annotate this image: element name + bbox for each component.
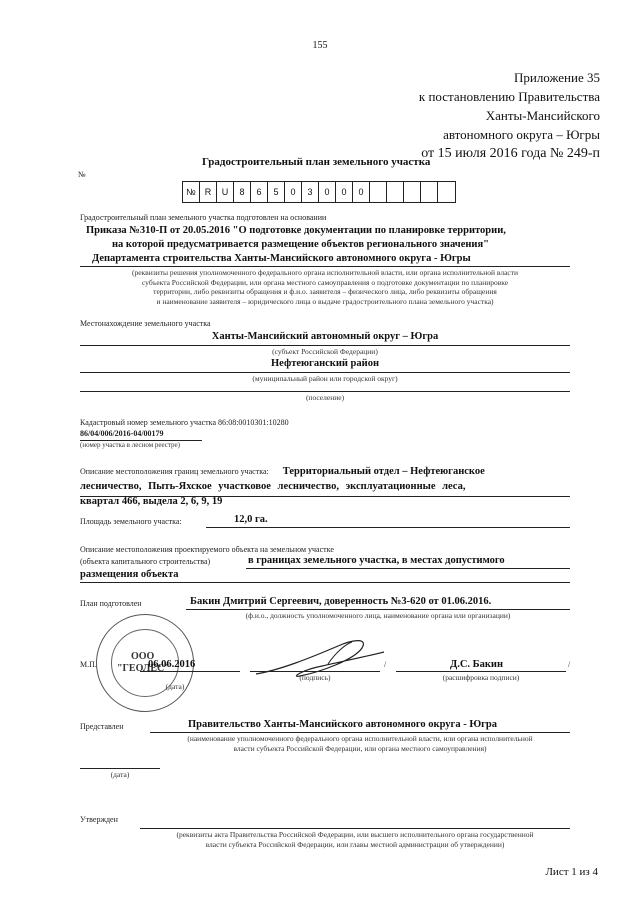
object-label-line2: (объекта капитального строительства)	[80, 557, 211, 566]
cadastral-caption: (номер участка в лесном реестре)	[80, 441, 180, 449]
district-caption: (муниципальный район или городской округ)	[252, 374, 398, 383]
location-subject: Ханты-Мансийский автономный округ – Югра	[211, 331, 439, 342]
object-label-line1: Описание местоположения проектируемого объекта на земельном участке	[80, 545, 334, 554]
boundary-label: Описание местоположения границ земельного участка:	[80, 467, 269, 476]
prepared-date: 06.06.2016	[148, 659, 196, 670]
appendix-line4: автономного округа – Югры	[443, 127, 600, 142]
seal-name: "ГЕОЛЕС"	[117, 663, 170, 674]
boundary-text-line1: Территориальный отдел – Нефтеюганское	[282, 466, 485, 477]
description-underline	[80, 496, 570, 497]
presented-date-underline	[80, 768, 160, 769]
subject-underline	[80, 345, 570, 346]
signature-caption: (подпись)	[299, 673, 331, 682]
plan-number-cell: №	[183, 182, 200, 202]
prepared-date-caption: (дата)	[165, 682, 185, 691]
presented-caption	[150, 734, 570, 754]
object-underline2	[80, 582, 570, 583]
signer-name: Д.С. Бакин	[450, 659, 504, 670]
plan-number-cell: R	[200, 182, 217, 202]
plan-number-cell: 0	[336, 182, 353, 202]
plan-number-cell: 5	[268, 182, 285, 202]
presented-value: Правительство Ханты-Мансийского автономного округа - Югра	[188, 719, 497, 730]
mp-label: М.П.	[80, 660, 97, 669]
approved-underline	[140, 828, 570, 829]
approved-label: Утвержден	[80, 815, 118, 824]
subject-caption: (субъект Российской Федерации)	[272, 347, 378, 356]
sheet-number: Лист 1 из 4	[545, 866, 598, 878]
presented-label: Представлен	[80, 722, 124, 731]
area-value: 12,0 га.	[234, 514, 268, 525]
basis-caption-line1: (реквизиты решения уполномоченного федерального органа исполнительной власти, или органа исполнительной власти	[131, 268, 519, 277]
approved-caption	[140, 830, 570, 850]
number-sign: №	[78, 170, 86, 179]
slash-separator: /	[384, 660, 387, 669]
plan-number-cell	[387, 182, 404, 202]
plan-number-cell: 0	[319, 182, 336, 202]
boundary-text-line2: лесничество, Пыть-Яхское участковое лесничество, эксплуатационные леса,	[80, 481, 466, 492]
plan-number-cell	[404, 182, 421, 202]
basis-caption-line2: субъекта Российской Федерации, или органа местного самоуправления о подготовке документации по планировке	[141, 277, 509, 287]
slash-separator-end: /	[568, 660, 571, 669]
plan-number-cell	[370, 182, 387, 202]
name-caption: (расшифровка подписи)	[442, 673, 520, 682]
basis-label: Градостроительный план земельного участка подготовлен на основании	[80, 213, 327, 222]
appendix-line3: Ханты-Мансийского	[485, 108, 600, 123]
document-title: Градостроительный план земельного участка	[202, 156, 431, 168]
basis-caption-line3: территории, либо реквизиты обращения и ф.и.о. заявителя – физического лица, либо реквизиты обращения	[153, 287, 497, 296]
boundary-description	[80, 462, 570, 509]
settlement-underline	[80, 391, 570, 392]
presented-date-caption: (дата)	[110, 770, 130, 779]
approved-caption-line2: власти субъекта Российской Федерации, или главы местной администрации об утверждении)	[205, 840, 505, 849]
presented-underline	[150, 732, 570, 733]
basis-line3: Департамента строительства Ханты-Мансийского автономного округа - Югры	[92, 253, 471, 264]
appendix-line5: от 15 июля 2016 года № 249-п	[421, 146, 600, 161]
basis-caption-line4: и наименование заявителя – юридического лица о выдаче градостроительного плана земельного участка)	[156, 296, 494, 306]
plan-number-cell	[438, 182, 455, 202]
area-label: Площадь земельного участка:	[80, 517, 182, 526]
plan-number-cell: 6	[251, 182, 268, 202]
location-label: Местонахождение земельного участка	[80, 319, 211, 328]
presented-caption-line2: власти субъекта Российской Федерации, или органа местного самоуправления)	[233, 744, 487, 753]
object-value-line1: в границах земельного участка, в местах допустимого	[248, 555, 505, 566]
forest-register-number: 86/04/006/2016-04/00179	[80, 429, 164, 438]
prepared-underline	[186, 609, 570, 610]
prepared-caption: (ф.и.о., должность уполномоченного лица, наименование органа или организации)	[245, 611, 511, 620]
approved-caption-line1: (реквизиты акта Правительства Российской Федерации, или высшего исполнительного органа государственной	[176, 830, 534, 839]
prepared-label: План подготовлен	[80, 599, 142, 608]
date-underline	[140, 671, 240, 672]
signature-underline	[250, 671, 380, 672]
basis-line1: Приказа №310-П от 20.05.2016 "О подготовке документации по планировке территории,	[86, 225, 506, 236]
basis-underline	[80, 266, 570, 267]
name-underline	[396, 671, 566, 672]
plan-number-cell: 0	[285, 182, 302, 202]
appendix-line2: к постановлению Правительства	[418, 89, 600, 104]
plan-number-cell	[421, 182, 438, 202]
plan-number-cells	[182, 181, 456, 203]
plan-number-cell: 0	[353, 182, 370, 202]
appendix-line1: Приложение 35	[513, 70, 600, 85]
basis-line2: на которой предусматривается размещение объектов регионального значения"	[112, 239, 489, 250]
plan-number-cell: 8	[234, 182, 251, 202]
prepared-value: Бакин Дмитрий Сергеевич, доверенность №3-620 от 01.06.2016.	[190, 596, 492, 607]
page-number: 155	[312, 40, 328, 51]
area-underline	[206, 527, 570, 528]
boundary-text-line3: квартал 466, выдела 2, 6, 9, 19	[80, 496, 223, 507]
plan-number-cell: 3	[302, 182, 319, 202]
district-underline	[80, 372, 570, 373]
cadastral-number: Кадастровый номер земельного участка 86:08:0010301:10280	[80, 418, 289, 427]
plan-number-cell: U	[217, 182, 234, 202]
basis-text	[80, 224, 580, 266]
appendix-header	[419, 68, 600, 163]
presented-caption-line1: (наименование уполномоченного федерального органа исполнительной власти, или органа исполнительной	[187, 734, 533, 743]
location-district: Нефтеюганский район	[270, 358, 379, 369]
object-underline1	[246, 568, 570, 569]
settlement-caption: (поселение)	[305, 393, 345, 402]
seal-org: ООО	[131, 651, 155, 662]
basis-caption	[80, 268, 570, 306]
object-value-line2: размещения объекта	[80, 569, 179, 580]
